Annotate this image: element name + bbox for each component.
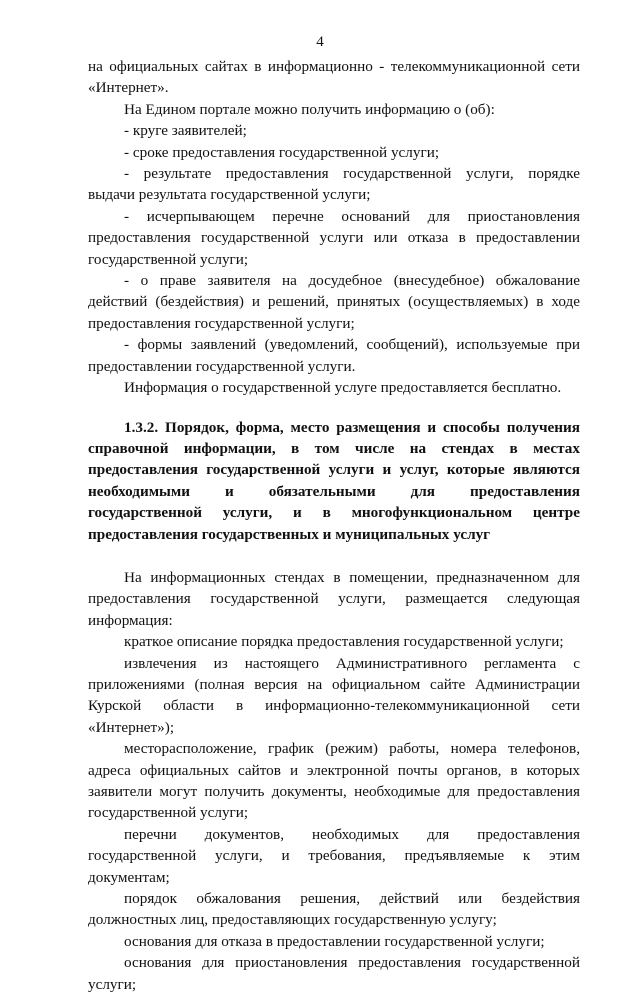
section-heading (88, 417, 580, 545)
page-content (88, 56, 580, 995)
text-line: на официальных сайтах в информационно - телекоммуникационной сети (88, 58, 580, 75)
list-item-cont: должностных лиц, предоставляющих государственную услугу; (88, 911, 497, 929)
text-line: предоставления государственной услуги, размещается следующая (88, 590, 580, 608)
list-item: месторасположение, график (режим) работы, номера телефонов, (124, 740, 580, 758)
spacer (88, 545, 580, 567)
heading-line: государственной услуги, и в многофункциональном центре (88, 504, 580, 522)
list-item-cont: услуги; (88, 975, 137, 993)
list-item: перечни документов, необходимых для предоставления (124, 825, 580, 843)
list-item: основания для отказа в предоставлении государственной услуги; (124, 932, 545, 950)
list-item: основания для приостановления предоставления государственной (124, 954, 580, 972)
spacer (88, 399, 580, 417)
list-item: краткое описание порядка предоставления государственной услуги; (124, 633, 564, 651)
list-item-cont: документам; (88, 868, 170, 886)
text-line: На информационных стендах в помещении, предназначенном для (124, 568, 580, 586)
top-lines-block (88, 56, 580, 99)
list-item-cont: Курской области в информационно-телекоммуникационной сети (88, 697, 580, 715)
stand-list (88, 631, 580, 995)
list-item: извлечения из настоящего Административного регламента с (124, 654, 580, 672)
heading-line: предоставления государственных и муниципальных услуг (88, 525, 491, 543)
list-item: порядок обжалования решения, действий или бездействия (124, 890, 580, 908)
heading-line: 1.3.2. Порядок, форма, место размещения и способы получения (124, 418, 580, 436)
list-item: - о праве заявителя на досудебное (внесудебное) обжалование (124, 272, 580, 290)
list-item-cont: государственной услуги; (88, 250, 249, 268)
list-item-cont: действий (бездействия) и решений, принятых (осуществляемых) в ходе (88, 293, 580, 311)
portal-intro: На Едином портале можно получить информацию о (об): (124, 100, 495, 118)
list-item-cont: адреса официальных сайтов и электронной почты органов, в которых (88, 761, 580, 779)
text-line: информация: (88, 611, 173, 629)
list-item: - исчерпывающем перечне оснований для приостановления (124, 207, 580, 225)
heading-line: справочной информации, в том числе на стендах в местах (88, 439, 580, 457)
list-item-cont: предоставления государственной услуги или отказа в предоставлении (88, 229, 580, 247)
page-number: 4 (316, 34, 324, 50)
free-info-line: Информация о государственной услуге предоставляется бесплатно. (124, 379, 562, 397)
list-item-cont: государственной услуги, и требования, предъявляемые к этим (88, 847, 580, 865)
list-item-cont: заявители могут получить документы, необходимые для предоставления (88, 783, 580, 800)
list-item-cont: предоставлении государственной услуги. (88, 357, 356, 375)
heading-line: предоставления государственной услуги и услуг, которые являются (88, 461, 580, 479)
list-item-cont: выдачи результата государственной услуги; (88, 186, 371, 204)
text-line: «Интернет». (88, 79, 169, 97)
list-item-cont: приложениями (полная версия на официальном сайте Администрации (88, 675, 580, 693)
list-item-cont: предоставления государственной услуги; (88, 314, 355, 332)
list-item-cont: «Интернет»); (88, 718, 175, 736)
stand-intro (88, 567, 580, 631)
list-item: - результате предоставления государственной услуги, порядке (124, 165, 580, 183)
list-item-cont: государственной услуги; (88, 804, 249, 822)
list-item: - круге заявителей; (124, 122, 247, 140)
list-item: - сроке предоставления государственной услуги; (124, 143, 440, 161)
portal-list (88, 120, 580, 377)
heading-line: необходимыми и обязательными для предоставления (88, 482, 580, 500)
list-item: - формы заявлений (уведомлений, сообщений), используемые при (124, 336, 580, 354)
